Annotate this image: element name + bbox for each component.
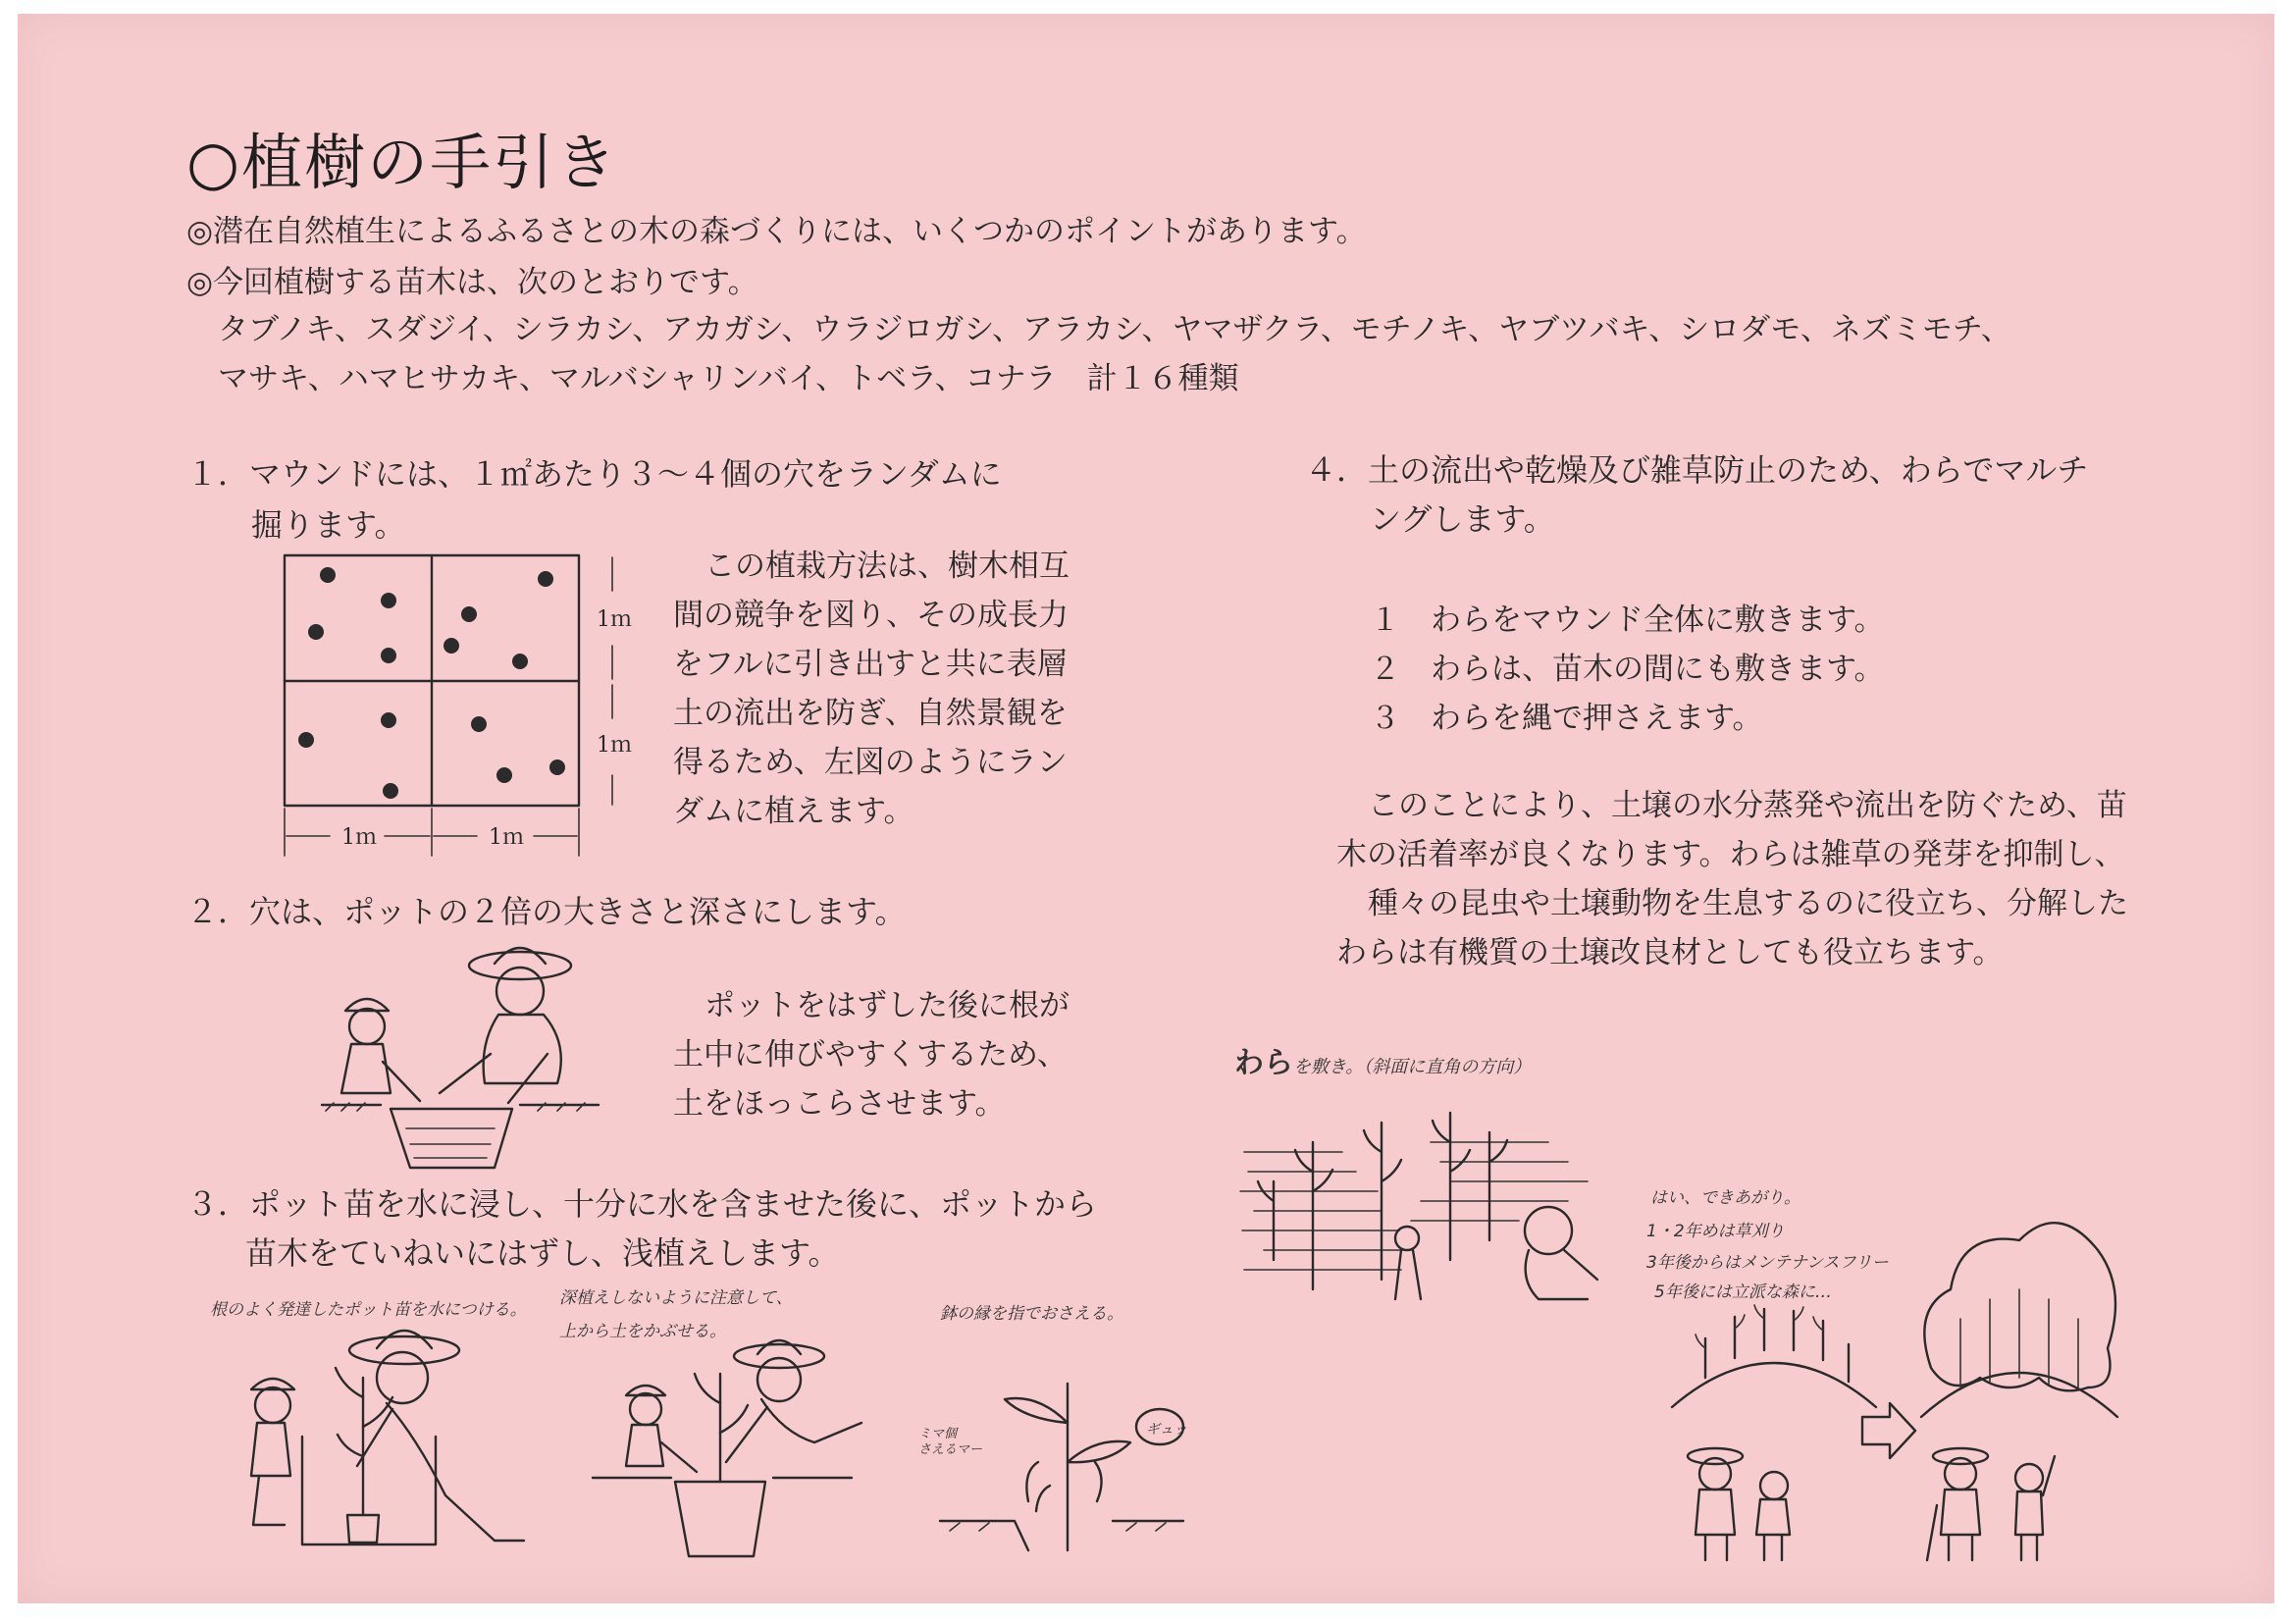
s3-speech-bubble: ギュッ bbox=[1146, 1422, 1187, 1438]
s4-text-line-3: 種々の昆虫や土壌動物を生息するのに役立ち、分解した bbox=[1368, 886, 2128, 921]
s4-note-1: はい、できあがり。 bbox=[1650, 1188, 1800, 1208]
dim-label-width-2: 1ｍ bbox=[489, 825, 524, 850]
soaking-pot-illustration bbox=[200, 1319, 534, 1554]
s3-small-note: ミマ個 さえるマー bbox=[918, 1427, 983, 1457]
section-3-heading-1: ３．ポット苗を水に浸し、十分に水を含ませた後に、ポットから bbox=[186, 1185, 1098, 1223]
section-3-heading-2: 苗木をていねいにはずし、浅植えします。 bbox=[245, 1234, 840, 1272]
s2-text-line-3: 土をほっこらさせます。 bbox=[673, 1086, 1006, 1122]
s2-text-line-2: 土中に伸びやすくするため、 bbox=[673, 1037, 1068, 1073]
s3-caption-3: 上から土をかぶせる。 bbox=[559, 1322, 726, 1341]
dim-label-width-1: 1ｍ bbox=[341, 825, 377, 850]
s4-note-2: 1・2年めは草刈り bbox=[1646, 1222, 1785, 1241]
s3-caption-2: 深植えしないように注意して、 bbox=[559, 1288, 793, 1308]
section-4-heading-2: ングします。 bbox=[1370, 500, 1555, 538]
s2-text-line-1: ポットをはずした後に根が bbox=[704, 988, 1070, 1023]
section-1-heading-1: １．マウンドには、１㎡あたり３～４個の穴をランダムに bbox=[186, 455, 1002, 493]
s4-step-1: １ わらをマウンド全体に敷きます。 bbox=[1370, 602, 1885, 638]
digging-illustration bbox=[312, 936, 626, 1172]
s4-step-3: ３ わらを縄で押さえます。 bbox=[1370, 701, 1763, 736]
s4-note-3: 3年後からはメンテナンスフリー bbox=[1646, 1253, 1889, 1273]
s1-text-line-4: 土の流出を防ぎ、自然景観を bbox=[673, 696, 1068, 731]
section-1-heading-2: 掘ります。 bbox=[251, 506, 406, 544]
planting-grid-diagram bbox=[263, 544, 655, 867]
species-line-2: マサキ、ハマヒサカキ、マルバシャリンバイ、トベラ、コナラ 計１６種類 bbox=[218, 361, 1239, 396]
forest-growth-illustration bbox=[1666, 1191, 2127, 1564]
covering-soil-illustration bbox=[587, 1335, 881, 1560]
s4-text-line-1: このことにより、土壌の水分蒸発や流出を防ぐため、苗 bbox=[1368, 788, 2127, 823]
s1-text-line-3: をフルに引き出すと共に表層 bbox=[673, 647, 1068, 682]
section-2-heading: ２．穴は、ポットの２倍の大きさと深さにします。 bbox=[186, 893, 907, 930]
species-line-1: タブノキ、スダジイ、シラカシ、アカガシ、ウラジロガシ、アラカシ、ヤマザクラ、モチノキ、ヤブツバキ、シロダモ、ネズミモチ、 bbox=[218, 312, 2011, 347]
s1-text-line-1: この植栽方法は、樹木相互 bbox=[704, 549, 1070, 584]
section-4-heading-1: ４．土の流出や乾燥及び雑草防止のため、わらでマルチ bbox=[1305, 451, 2089, 489]
s4-note-4: 5年後には立派な森に… bbox=[1654, 1283, 1832, 1302]
s1-text-line-6: ダムに植えます。 bbox=[673, 794, 914, 829]
straw-mulching-illustration bbox=[1234, 1083, 1607, 1319]
s4-illustration-caption bbox=[1234, 1038, 1531, 1081]
dim-label-height-2: 1ｍ bbox=[597, 733, 632, 758]
s4-caption-rest: を敷き。（斜面に直角の方向） bbox=[1293, 1057, 1532, 1077]
dim-label-height-1: 1ｍ bbox=[597, 607, 632, 632]
intro-line-1: ◎潜在自然植生によるふるさとの木の森づくりには、いくつかのポイントがあります。 bbox=[186, 214, 1367, 249]
s4-caption-main: わら bbox=[1234, 1046, 1293, 1080]
s4-text-line-4: わらは有機質の土壌改良材としても役立ちます。 bbox=[1336, 935, 2004, 970]
section-1-text bbox=[673, 542, 1105, 591]
s3-caption-4: 鉢の縁を指でおさえる。 bbox=[940, 1304, 1123, 1324]
page-title: ○植樹の手引き bbox=[186, 127, 619, 198]
s3-caption-1: 根のよく発達したポット苗を水につける。 bbox=[210, 1300, 527, 1320]
s4-step-2: ２ わらは、苗木の間にも敷きます。 bbox=[1370, 652, 1885, 687]
s4-text-line-2: 木の活着率が良くなります。わらは雑草の発芽を抑制し、 bbox=[1336, 837, 2125, 872]
document-sheet bbox=[18, 14, 2274, 1603]
s1-text-line-2: 間の競争を図り、その成長力 bbox=[673, 598, 1069, 633]
s1-text-line-5: 得るため、左図のようにラン bbox=[673, 745, 1068, 780]
intro-line-2: ◎今回植樹する苗木は、次のとおりです。 bbox=[186, 265, 758, 300]
